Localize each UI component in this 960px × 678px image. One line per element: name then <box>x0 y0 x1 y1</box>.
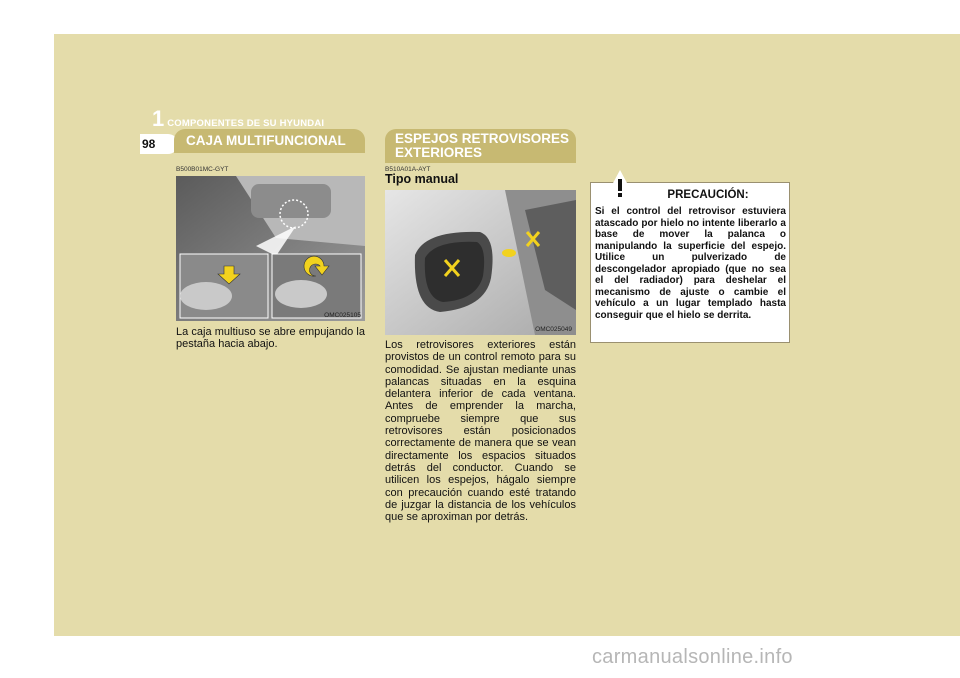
photo-multifunction-box <box>176 176 365 321</box>
chapter-title: COMPONENTES DE SU HYUNDAI <box>167 118 325 129</box>
section-code: B510A01A-AYT <box>385 166 431 173</box>
warning-title: PRECAUCIÓN: <box>667 189 749 201</box>
body-text-exterior-mirrors: Los retrovisores exteriores están provistos de un control remoto para su comodidad. Se ajustan mediante unas palancas situadas en la esquina delantera inferior de cada ventana. Antes de emprender la marcha, compruebe siempre que sus retrovisores están posicionados correctamente de manera que se vean directamente los espacios situados detrás del conductor. Cuando se utilicen los espejos, hágalo siempre con precaución cuando esté tratando de juzgar la distancia de los vehículos que se aproximan por detrás. <box>385 339 576 524</box>
mirror-illustration <box>385 190 576 335</box>
section-code: B500B01MC-GYT <box>176 166 229 173</box>
section-title-line1: ESPEJOS RETROVISORES <box>395 131 570 146</box>
section-title-multifunction-box: CAJA MULTIFUNCIONAL <box>174 129 365 153</box>
photo-caption: OMC025049 <box>535 326 572 333</box>
warning-box <box>590 182 790 343</box>
page-number: 98 <box>142 137 156 151</box>
warning-text: Si el control del retrovisor estuviera atascado por hielo no intente liberarlo a base de mover la palanca o manipulando la superficie del espejo. Utilice un pulverizado de descongelador apropiado (que no sea el del radiador) para deshelar el mecanismo de ajuste o cambie el vehículo a un lugar templado hasta conseguir que el hielo se derrita. <box>595 206 786 321</box>
photo-exterior-mirror <box>385 190 576 335</box>
subheading-manual-type: Tipo manual <box>385 172 459 186</box>
page-header <box>152 108 324 130</box>
section-title-line2: EXTERIORES <box>395 145 483 160</box>
section-title-exterior-mirrors <box>385 129 576 163</box>
body-text-multifunction-box: La caja multiuso se abre empujando la pestaña hacia abajo. <box>176 326 365 351</box>
glovebox-illustration <box>176 176 365 321</box>
chapter-number: 1 <box>152 106 165 131</box>
watermark: carmanualsonline.info <box>592 646 793 668</box>
photo-caption: OMC025105 <box>324 312 361 319</box>
caution-triangle-icon <box>603 169 637 201</box>
